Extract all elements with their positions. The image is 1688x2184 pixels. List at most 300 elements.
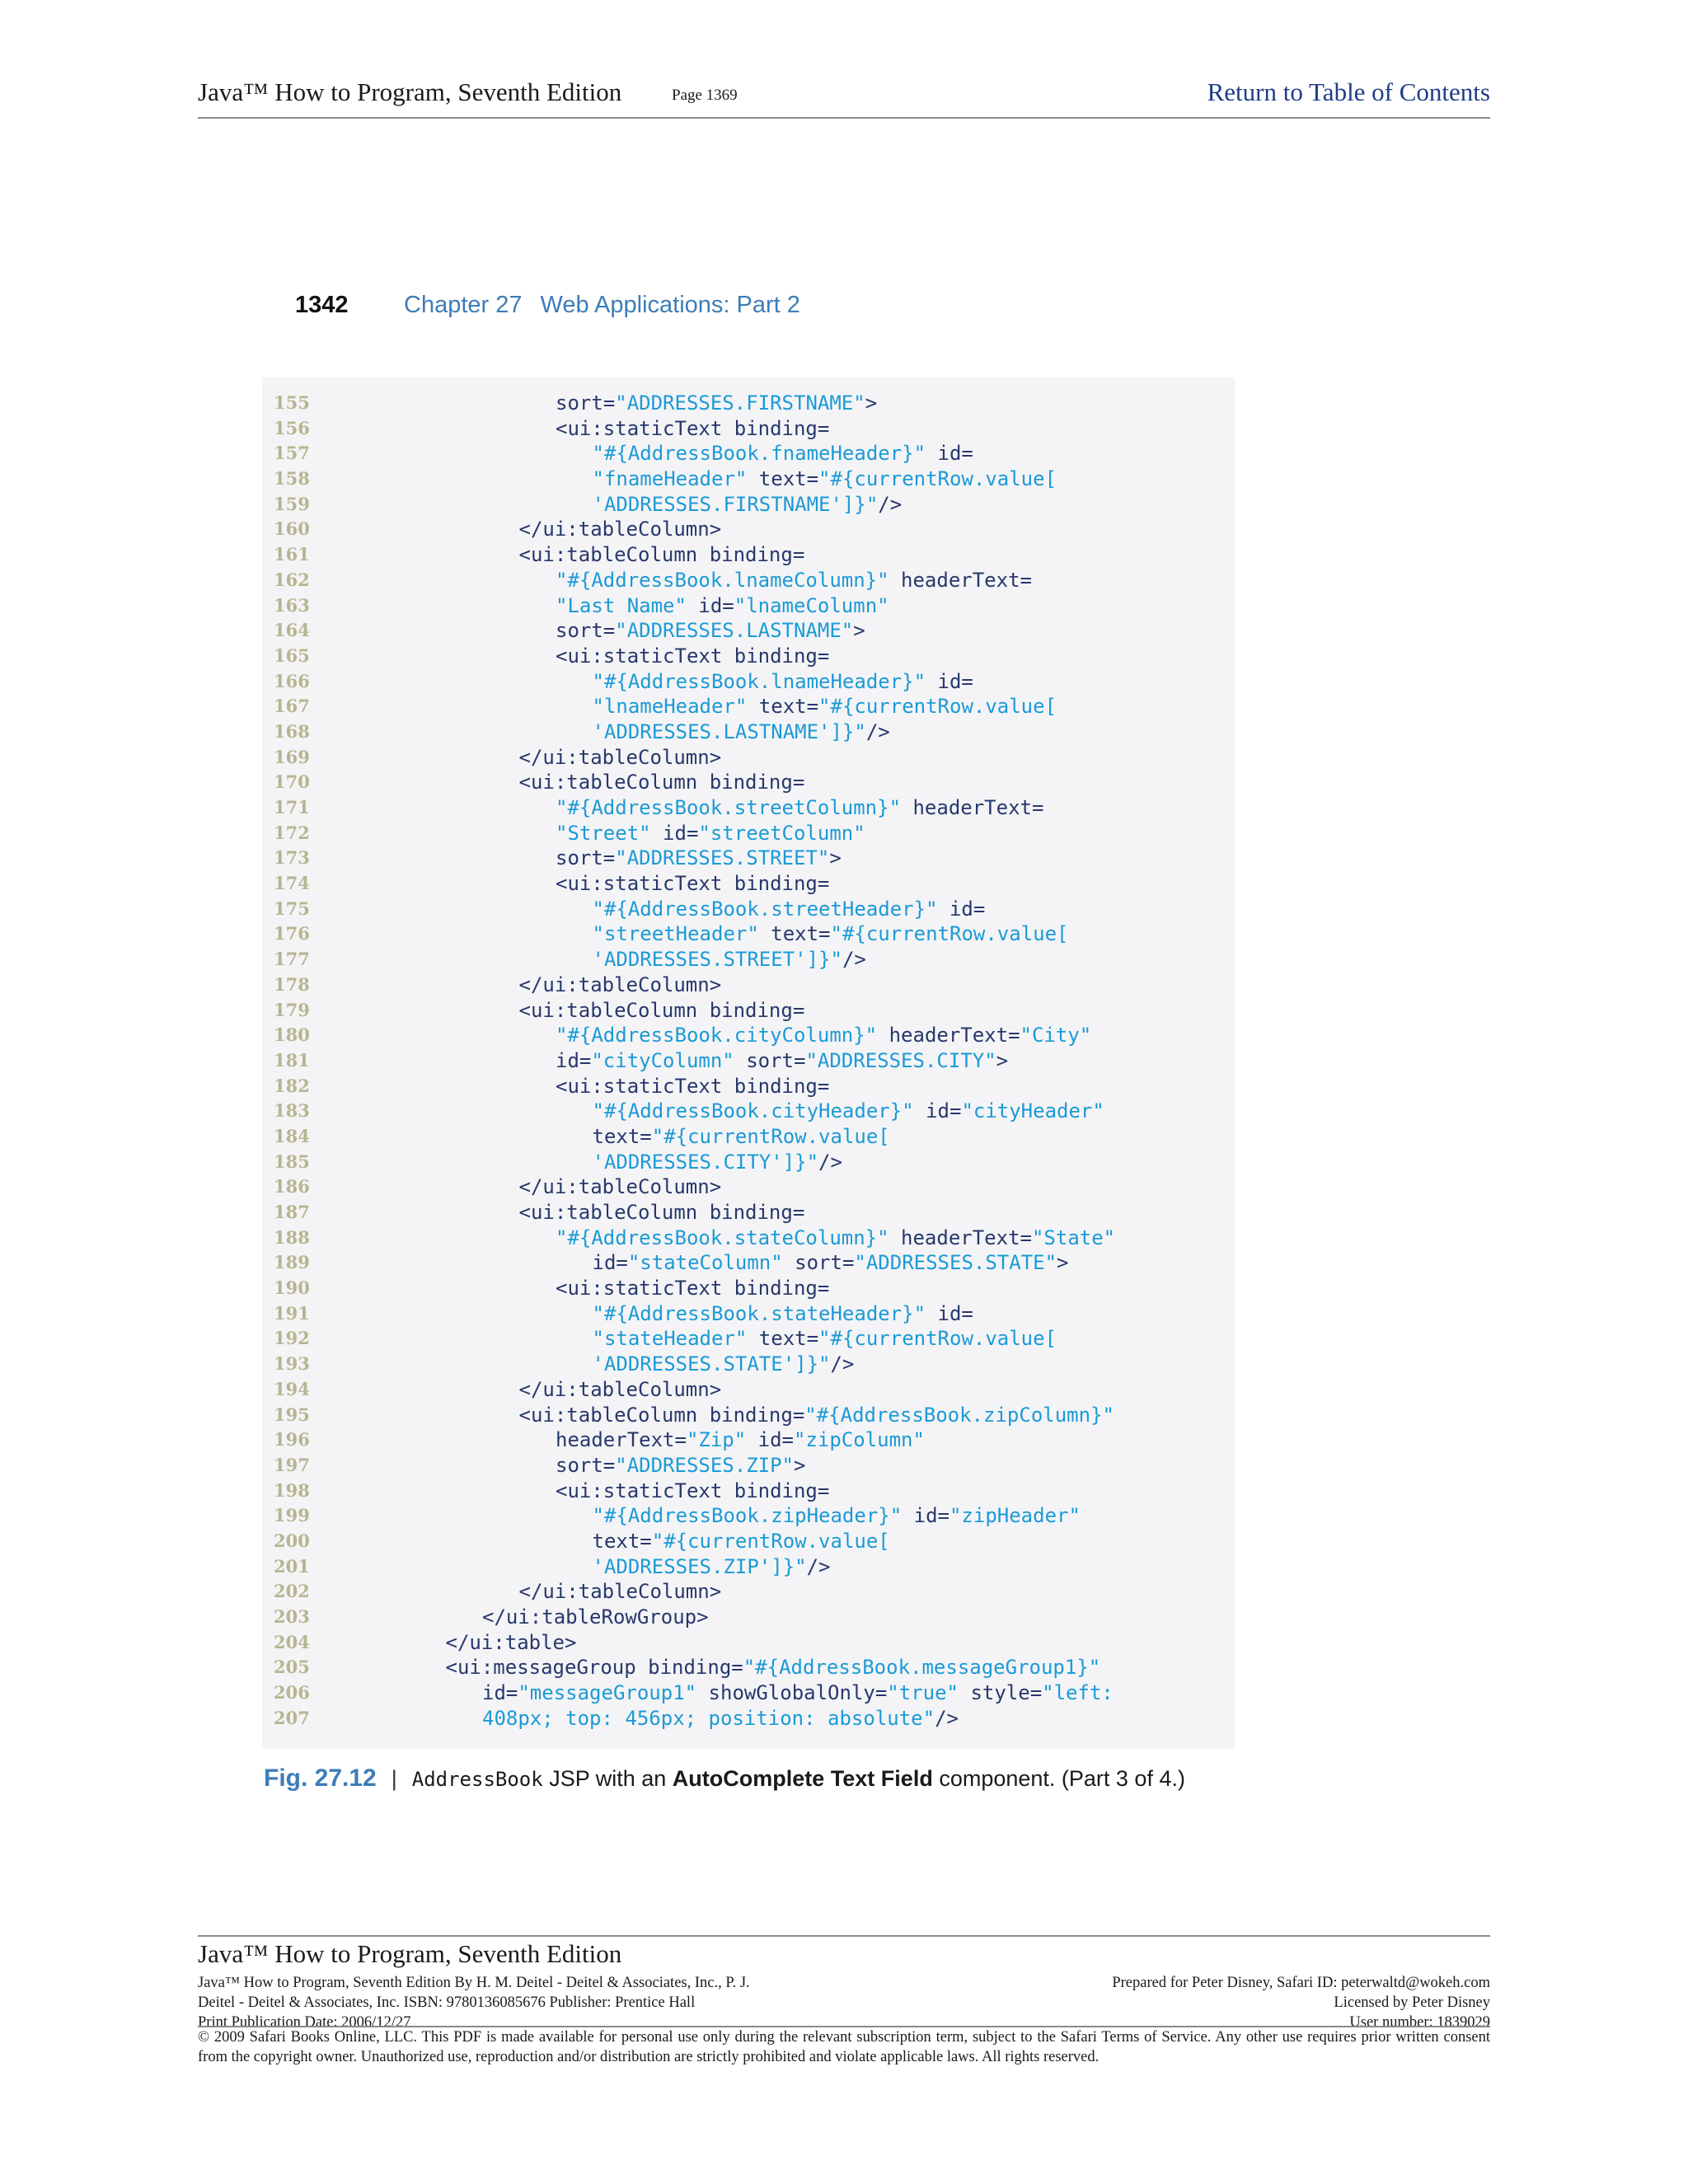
code-line — [262, 745, 1235, 771]
code-line — [262, 1074, 1235, 1099]
code-text — [593, 1554, 831, 1580]
code-string: "#{AddressBook.zipHeader}" — [592, 1504, 903, 1528]
code-text — [446, 1655, 1101, 1680]
code-text — [482, 1605, 709, 1630]
code-markup: text= — [747, 695, 819, 719]
code-markup: id= — [926, 1301, 973, 1325]
code-string: 'ADDRESSES.STREET']}" — [592, 948, 842, 972]
code-markup: </ui:tableColumn> — [518, 1175, 722, 1199]
code-markup: id= — [592, 1251, 628, 1275]
code-line — [262, 1377, 1235, 1403]
code-text — [519, 1174, 722, 1200]
code-string: "ADDRESSES.ZIP" — [615, 1453, 794, 1477]
code-text — [593, 1326, 1057, 1352]
code-string: "Zip" — [686, 1428, 747, 1452]
line-number: 200 — [274, 1530, 310, 1551]
code-markup: <ui:tableColumn binding= — [518, 543, 805, 567]
code-lines — [262, 391, 1235, 1731]
code-text — [593, 466, 1057, 492]
line-number: 203 — [274, 1606, 310, 1627]
line-number: 192 — [274, 1328, 310, 1349]
code-markup: id= — [746, 1428, 794, 1452]
chapter-label: Chapter 27 — [404, 292, 523, 318]
line-number: 173 — [274, 847, 310, 869]
footer-right-line: Licensed by Peter Disney — [1334, 1994, 1490, 2011]
code-markup: <ui:tableColumn binding= — [518, 998, 805, 1022]
code-text — [556, 1427, 925, 1453]
code-text — [519, 972, 722, 998]
code-line — [262, 1150, 1235, 1175]
footer-left-line: Deitel - Deitel & Associates, Inc. ISBN: 9780136085676 Publisher: Prentice Hall — [198, 1994, 696, 2011]
code-text — [593, 947, 866, 972]
line-number: 186 — [274, 1176, 310, 1197]
code-markup: id= — [926, 442, 973, 466]
code-text — [593, 1150, 842, 1175]
code-text — [593, 441, 973, 466]
code-text — [556, 1023, 1091, 1048]
header-book-title: Java™ How to Program, Seventh Edition — [198, 77, 622, 106]
code-markup: sort= — [782, 1251, 855, 1275]
return-to-toc-link[interactable]: Return to Table of Contents — [1207, 77, 1490, 106]
line-number: 198 — [274, 1479, 310, 1501]
code-text — [593, 921, 1069, 947]
line-number: 206 — [274, 1682, 310, 1704]
code-line — [262, 441, 1235, 466]
code-line — [262, 1301, 1235, 1327]
code-text — [556, 593, 889, 619]
code-text — [556, 821, 865, 846]
chapter-title: Web Applications: Part 2 — [540, 292, 800, 318]
code-text — [593, 719, 890, 745]
line-number: 190 — [274, 1277, 310, 1299]
code-string: "lnameColumn" — [734, 593, 889, 617]
code-markup: /> — [865, 719, 890, 743]
code-markup: </ui:tableColumn> — [518, 972, 722, 996]
code-line — [262, 1427, 1235, 1453]
code-text — [519, 770, 805, 795]
line-number: 201 — [274, 1555, 310, 1577]
code-string: "#{AddressBook.fnameHeader}" — [592, 442, 926, 466]
code-text — [556, 416, 829, 442]
code-line — [262, 719, 1235, 745]
code-text — [593, 1352, 855, 1377]
code-text — [519, 1377, 722, 1403]
line-number: 175 — [274, 898, 310, 919]
line-number: 165 — [274, 644, 310, 666]
code-line — [262, 492, 1235, 518]
code-markup: <ui:staticText binding= — [556, 416, 830, 440]
code-string: "#{AddressBook.cityColumn}" — [556, 1024, 878, 1047]
code-string: "#{AddressBook.messageGroup1}" — [743, 1656, 1101, 1680]
code-line — [262, 694, 1235, 719]
code-markup: <ui:staticText binding= — [556, 1277, 830, 1301]
code-markup: id= — [482, 1681, 518, 1705]
code-markup: style= — [959, 1681, 1043, 1705]
code-line — [262, 1023, 1235, 1048]
line-number: 166 — [274, 670, 310, 691]
code-text — [519, 542, 805, 568]
code-text — [593, 1301, 973, 1327]
code-line — [262, 1503, 1235, 1529]
code-string: "Street" — [556, 821, 651, 845]
line-number: 178 — [274, 973, 310, 995]
code-markup: > — [794, 1453, 806, 1477]
code-string: "stateColumn" — [627, 1251, 783, 1275]
footer-left-line: Java™ How to Program, Seventh Edition By H. M. Deitel - Deitel & Associates, Inc., P. J. — [198, 1975, 750, 1991]
code-line — [262, 1276, 1235, 1301]
line-number: 159 — [274, 493, 310, 514]
caption-class-name: AddressBook — [411, 1768, 543, 1791]
code-string: "State" — [1031, 1226, 1116, 1249]
code-markup: showGlobalOnly= — [696, 1681, 888, 1705]
code-line — [262, 1554, 1235, 1580]
code-markup: id= — [937, 897, 986, 921]
line-number: 187 — [274, 1202, 310, 1222]
code-text — [593, 1250, 1069, 1276]
code-line — [262, 1048, 1235, 1074]
line-number: 158 — [274, 468, 310, 490]
code-markup: sort= — [556, 1453, 616, 1477]
code-line — [262, 1352, 1235, 1377]
line-number: 202 — [274, 1581, 310, 1602]
code-markup: > — [829, 846, 842, 870]
code-line — [262, 947, 1235, 972]
code-string: "streetColumn" — [698, 821, 865, 845]
code-text — [593, 669, 973, 695]
code-string: "Last Name" — [556, 593, 687, 617]
line-number: 156 — [274, 417, 310, 438]
code-markup: /> — [818, 1150, 842, 1174]
code-markup: headerText= — [877, 1024, 1020, 1047]
code-markup: id= — [650, 821, 699, 845]
code-string: 'ADDRESSES.FIRSTNAME']}" — [592, 492, 879, 516]
code-markup: headerText= — [889, 568, 1032, 592]
code-line — [262, 466, 1235, 492]
code-text — [593, 1099, 1104, 1124]
code-markup: /> — [935, 1706, 959, 1730]
code-line — [262, 1403, 1235, 1428]
footer-copyright: © 2009 Safari Books Online, LLC. This PDF is made available for personal use only during the relevant subscription term, subject to the Safari Terms of Service. Any other use requires prior written consent from the copyright owner. Unauthorized use, reproduction and/or distribution are strictly prohibited and violate applicable laws. All rights reserved. — [198, 2029, 1490, 2065]
code-line — [262, 644, 1235, 669]
line-number: 194 — [274, 1378, 310, 1399]
code-string: "#{currentRow.value[ — [818, 1327, 1057, 1351]
code-markup: /> — [806, 1554, 831, 1578]
code-string: "#{currentRow.value[ — [830, 922, 1069, 946]
line-number: 182 — [274, 1075, 310, 1096]
code-text — [556, 1074, 829, 1099]
code-markup: <ui:tableColumn binding= — [518, 1403, 805, 1427]
code-markup: </ui:tableRowGroup> — [482, 1605, 709, 1629]
code-text — [556, 1479, 829, 1504]
code-line — [262, 416, 1235, 442]
line-number: 181 — [274, 1049, 310, 1071]
code-string: "#{AddressBook.lnameHeader}" — [592, 669, 926, 693]
code-string: "#{AddressBook.cityHeader}" — [592, 1099, 914, 1123]
code-text — [556, 795, 1043, 821]
code-markup: <ui:tableColumn binding= — [518, 771, 805, 794]
code-text — [519, 1579, 722, 1605]
code-text — [593, 492, 903, 518]
code-line — [262, 1124, 1235, 1150]
line-number: 197 — [274, 1454, 310, 1475]
caption-text-2: component. (Part 3 of 4.) — [932, 1766, 1185, 1791]
caption-text-1: JSP with an — [542, 1766, 673, 1791]
code-string: "City" — [1020, 1024, 1092, 1047]
code-markup: id= — [926, 669, 973, 693]
code-markup: /> — [878, 492, 903, 516]
line-number: 162 — [274, 569, 310, 590]
code-string: "cityColumn" — [591, 1048, 734, 1072]
code-markup: text= — [747, 467, 819, 491]
code-text — [519, 517, 722, 542]
code-string: "#{currentRow.value[ — [651, 1124, 890, 1148]
figure-caption — [264, 1762, 1185, 1796]
code-text — [556, 391, 877, 416]
code-markup: id= — [913, 1099, 962, 1123]
code-string: "ADDRESSES.FIRSTNAME" — [615, 391, 865, 415]
line-number: 176 — [274, 923, 310, 944]
code-text — [556, 846, 842, 871]
code-text — [593, 1503, 1081, 1529]
line-number: 185 — [274, 1151, 310, 1172]
footer-top-rule — [198, 1935, 1490, 1937]
footer-left-line: Print Publication Date: 2006/12/27 — [198, 2014, 411, 2031]
code-string: 'ADDRESSES.CITY']}" — [592, 1150, 819, 1174]
caption-separator: | — [391, 1766, 397, 1791]
code-text — [556, 1453, 805, 1479]
code-string: "#{AddressBook.stateColumn}" — [556, 1226, 889, 1249]
code-text — [556, 871, 829, 897]
code-line — [262, 770, 1235, 795]
code-line — [262, 542, 1235, 568]
code-string: "left: — [1042, 1681, 1114, 1705]
code-markup: id= — [556, 1048, 592, 1072]
code-line — [262, 897, 1235, 922]
line-number: 168 — [274, 720, 310, 742]
code-markup: text= — [747, 1327, 819, 1351]
code-line — [262, 1099, 1235, 1124]
code-markup: text= — [592, 1529, 652, 1553]
code-line — [262, 1174, 1235, 1200]
line-number: 184 — [274, 1125, 310, 1146]
line-number: 157 — [274, 443, 310, 464]
code-line — [262, 1529, 1235, 1554]
code-markup: text= — [592, 1124, 652, 1148]
code-line — [262, 1226, 1235, 1251]
code-line — [262, 1453, 1235, 1479]
code-text — [556, 1276, 829, 1301]
code-markup: text= — [758, 922, 831, 946]
code-markup: sort= — [734, 1048, 806, 1072]
code-line — [262, 1326, 1235, 1352]
code-text — [556, 618, 865, 644]
code-string: "ADDRESSES.LASTNAME" — [615, 619, 854, 643]
code-text — [593, 897, 986, 922]
code-text — [482, 1706, 959, 1732]
chapter-heading — [404, 287, 800, 323]
code-string: "ADDRESSES.STATE" — [854, 1251, 1057, 1275]
code-string: 408px; top: 456px; position: absolute" — [482, 1706, 935, 1730]
code-line — [262, 998, 1235, 1024]
footer-license-info — [913, 1973, 1490, 2032]
footer-book-title: Java™ How to Program, Seventh Edition — [198, 1939, 622, 1968]
code-string: 'ADDRESSES.STATE']}" — [592, 1352, 831, 1376]
code-string: "#{AddressBook.streetHeader}" — [592, 897, 938, 921]
code-line — [262, 1479, 1235, 1504]
code-markup: <ui:tableColumn binding= — [518, 1201, 805, 1224]
code-string: "zipHeader" — [949, 1504, 1081, 1528]
line-number: 172 — [274, 822, 310, 843]
line-number: 174 — [274, 873, 310, 894]
code-line — [262, 1706, 1235, 1732]
code-string: "lnameHeader" — [592, 695, 748, 719]
line-number: 170 — [274, 771, 310, 793]
book-page-number: 1342 — [295, 292, 349, 318]
code-line — [262, 391, 1235, 416]
code-string: "streetHeader" — [592, 922, 759, 946]
code-text — [446, 1630, 577, 1656]
line-number: 155 — [274, 392, 310, 413]
code-markup: headerText= — [556, 1428, 687, 1452]
code-line — [262, 1655, 1235, 1680]
code-string: 'ADDRESSES.LASTNAME']}" — [592, 719, 866, 743]
code-string: "#{AddressBook.stateHeader}" — [592, 1301, 926, 1325]
code-string: "#{currentRow.value[ — [651, 1529, 890, 1553]
code-line — [262, 517, 1235, 542]
line-number: 180 — [274, 1024, 310, 1046]
code-line — [262, 1200, 1235, 1226]
code-text — [482, 1680, 1114, 1706]
line-number: 188 — [274, 1226, 310, 1248]
code-text — [593, 1529, 890, 1554]
code-text — [556, 644, 829, 669]
line-number: 195 — [274, 1404, 310, 1425]
line-number: 204 — [274, 1631, 310, 1652]
code-line — [262, 568, 1235, 593]
code-markup: </ui:tableColumn> — [518, 1580, 722, 1604]
code-string: 'ADDRESSES.ZIP']}" — [592, 1554, 807, 1578]
code-text — [593, 1124, 890, 1150]
code-line — [262, 618, 1235, 644]
code-text — [593, 694, 1057, 719]
header-page-label: Page 1369 — [672, 87, 738, 104]
code-string: "messageGroup1" — [518, 1681, 697, 1705]
code-markup: <ui:staticText binding= — [556, 1074, 830, 1098]
line-number: 171 — [274, 797, 310, 818]
code-string: "zipColumn" — [794, 1428, 925, 1452]
code-line — [262, 1630, 1235, 1656]
code-listing — [262, 377, 1235, 1749]
code-markup: /> — [842, 948, 866, 972]
code-string: "fnameHeader" — [592, 467, 748, 491]
code-string: "#{currentRow.value[ — [818, 695, 1057, 719]
code-text — [519, 998, 805, 1024]
code-line — [262, 921, 1235, 947]
code-markup: </ui:table> — [445, 1630, 577, 1654]
code-markup: > — [996, 1048, 1009, 1072]
code-markup: <ui:staticText binding= — [556, 1479, 830, 1502]
code-markup: </ui:tableColumn> — [518, 745, 722, 769]
code-markup: sort= — [556, 619, 616, 643]
code-markup: /> — [830, 1352, 855, 1376]
code-text — [556, 1226, 1115, 1251]
code-text — [556, 568, 1032, 593]
line-number: 160 — [274, 518, 310, 540]
caption-component-name: AutoComplete Text Field — [672, 1766, 933, 1791]
code-text — [519, 1200, 805, 1226]
footer-right-line: User number: 1839029 — [1349, 2014, 1490, 2031]
code-string: "ADDRESSES.CITY" — [805, 1048, 996, 1072]
code-line — [262, 593, 1235, 619]
code-string: "ADDRESSES.STREET" — [615, 846, 830, 870]
code-text — [556, 1048, 1008, 1074]
footer-publication-info — [198, 1973, 940, 2032]
footer-right-line: Prepared for Peter Disney, Safari ID: peterwaltd@wokeh.com — [1112, 1975, 1490, 1991]
line-number: 193 — [274, 1353, 310, 1375]
code-markup: headerText= — [901, 796, 1044, 819]
line-number: 164 — [274, 620, 310, 641]
code-line — [262, 1579, 1235, 1605]
code-line — [262, 972, 1235, 998]
code-string: "#{AddressBook.zipColumn}" — [804, 1403, 1114, 1427]
code-markup: id= — [686, 593, 734, 617]
code-line — [262, 1680, 1235, 1706]
code-markup: headerText= — [889, 1226, 1032, 1249]
code-string: "#{AddressBook.streetColumn}" — [556, 796, 902, 819]
line-number: 199 — [274, 1505, 310, 1526]
line-number: 205 — [274, 1657, 310, 1678]
code-line — [262, 846, 1235, 871]
code-markup: > — [853, 619, 865, 643]
line-number: 183 — [274, 1100, 310, 1122]
line-number: 163 — [274, 594, 310, 616]
code-string: "#{AddressBook.lnameColumn}" — [556, 568, 889, 592]
code-string: "true" — [887, 1681, 959, 1705]
code-line — [262, 1605, 1235, 1630]
code-markup: </ui:tableColumn> — [518, 1377, 722, 1401]
line-number: 196 — [274, 1429, 310, 1451]
line-number: 179 — [274, 999, 310, 1020]
code-line — [262, 871, 1235, 897]
page-header — [198, 76, 1490, 119]
code-markup: </ui:tableColumn> — [518, 518, 722, 541]
code-markup: <ui:staticText binding= — [556, 872, 830, 896]
code-string: "cityHeader" — [961, 1099, 1104, 1123]
line-number: 169 — [274, 746, 310, 767]
code-markup: <ui:staticText binding= — [556, 644, 830, 668]
line-number: 189 — [274, 1252, 310, 1273]
line-number: 207 — [274, 1707, 310, 1728]
code-string: "#{currentRow.value[ — [818, 467, 1057, 491]
code-line — [262, 795, 1235, 821]
code-string: "stateHeader" — [592, 1327, 748, 1351]
figure-number: Fig. 27.12 — [264, 1765, 377, 1792]
code-line — [262, 669, 1235, 695]
code-line — [262, 821, 1235, 846]
line-number: 191 — [274, 1302, 310, 1324]
code-markup: sort= — [556, 391, 616, 415]
line-number: 161 — [274, 544, 310, 565]
code-markup: > — [865, 391, 878, 415]
code-markup: sort= — [556, 846, 616, 870]
code-markup: id= — [902, 1504, 950, 1528]
line-number: 177 — [274, 949, 310, 970]
code-markup: <ui:messageGroup binding= — [445, 1656, 743, 1680]
code-markup: > — [1057, 1251, 1069, 1275]
code-line — [262, 1250, 1235, 1276]
line-number: 167 — [274, 696, 310, 717]
code-text — [519, 745, 722, 771]
